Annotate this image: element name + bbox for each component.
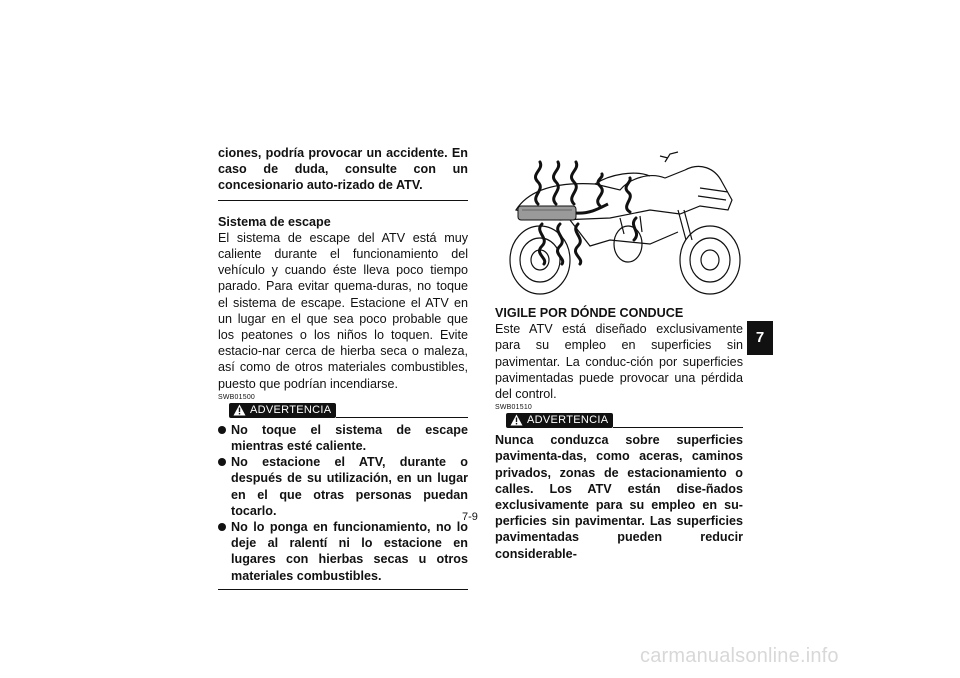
bullet-icon [218,458,226,466]
warning-triangle-icon [510,414,523,426]
warning-badge [229,403,336,418]
warning-item: No toque el sistema de escape mientras esté caliente. [218,422,468,454]
exhaust-body: El sistema de escape del ATV está muy caliente durante el funcionamiento del vehículo y cuando éste lleva poco tiempo parado. Para evitar quema-duras, no toque el sistema de escape. Estacione el ATV en un lugar en el que sea poco probable que los peatones o los niños lo toquen. Evite estacio-nar cerca de hierba seca o maleza, así como de otros materiales combustibles, puesto que podrían incendiarse. [218,230,468,391]
bullet-icon [218,523,226,531]
warning-header [218,403,468,420]
warning-badge [506,413,613,428]
riding-body: Este ATV está diseñado exclusivamente para su empleo en superficies sin pavimentar. La conduc-ción por superficies pavimentadas puede provocar una pérdida del control. [495,322,743,402]
chapter-tab: 7 [747,321,773,355]
page-number: 7-9 [462,511,478,523]
warning-triangle-icon [233,404,246,416]
warning-header-rule [336,417,468,418]
watermark: carmanualsonline.info [640,645,839,667]
warning-header-rule [613,427,743,428]
warning-label: ADVERTENCIA [527,414,609,427]
warning-header [495,413,743,430]
left-column [218,145,468,590]
warning-text: Nunca conduzca sobre superficies pavimenta-das, como aceras, caminos privados, zonas de estacionamiento o calles. Los ATV están dise-ñados exclusivamente para su empleo en su-perficies sin pavimentar. Las superficies pavimentadas pueden reducir considerable- [495,433,743,561]
muffler [518,204,608,220]
intro-paragraph: ciones, podría provocar un accidente. En caso de duda, consulte con un concesionario auto-rizado de ATV. [218,146,468,193]
warning-list [218,422,468,584]
warning-item: No estacione el ATV, durante o después de su utilización, en un lugar en el que otras personas puedan tocarlo. [218,454,468,519]
exhaust-heading: Sistema de escape [218,214,331,229]
riding-heading: VIGILE POR DÓNDE CONDUCE [495,306,684,320]
section-divider [218,200,468,201]
warning-item: No lo ponga en funcionamiento, no lo deje al ralentí ni lo estacione en lugares con hierbas secas u otros materiales combustibles. [218,519,468,584]
right-column [495,305,743,562]
atv-exhaust-illustration [500,148,744,300]
bullet-icon [218,426,226,434]
warning-code: SWB01500 [218,393,256,401]
warning-end-rule [218,589,468,590]
warning-code: SWB01510 [495,404,533,412]
warning-label: ADVERTENCIA [250,403,332,416]
